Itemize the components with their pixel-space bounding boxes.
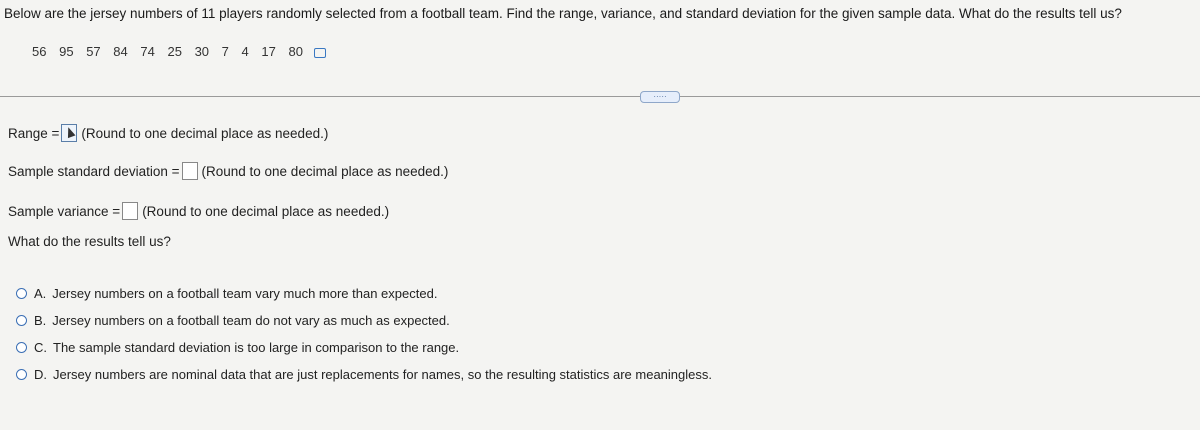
data-value: 30 xyxy=(194,44,210,59)
std-row xyxy=(8,162,448,180)
results-question: What do the results tell us? xyxy=(8,234,171,249)
range-input[interactable] xyxy=(61,124,77,142)
radio-icon[interactable] xyxy=(16,288,27,299)
data-value: 7 xyxy=(221,44,229,59)
option-c[interactable] xyxy=(16,334,712,361)
data-value: 95 xyxy=(59,44,74,59)
option-letter: A. xyxy=(34,286,47,301)
std-input[interactable] xyxy=(182,162,198,180)
data-value: 74 xyxy=(140,44,155,59)
answer-options xyxy=(16,280,712,388)
expand-more-button[interactable]: ····· xyxy=(640,91,680,103)
data-value: 4 xyxy=(241,44,249,59)
section-divider xyxy=(0,96,1200,97)
option-d[interactable] xyxy=(16,361,712,388)
std-hint: (Round to one decimal place as needed.) xyxy=(201,163,449,179)
variance-row xyxy=(8,202,389,220)
data-values xyxy=(32,44,312,59)
range-label: Range = xyxy=(8,125,60,141)
option-b[interactable] xyxy=(16,307,712,334)
option-text: Jersey numbers are nominal data that are just replacements for names, so the resulting statistics are meaningless. xyxy=(53,367,712,382)
option-a[interactable] xyxy=(16,280,712,307)
data-value: 56 xyxy=(32,44,47,59)
data-value: 84 xyxy=(113,44,128,59)
option-letter: C. xyxy=(34,340,47,355)
option-text: Jersey numbers on a football team do not vary as much as expected. xyxy=(52,313,450,328)
option-letter: D. xyxy=(34,367,47,382)
std-label: Sample standard deviation = xyxy=(8,163,180,179)
data-value: 25 xyxy=(167,44,182,59)
variance-hint: (Round to one decimal place as needed.) xyxy=(142,203,390,219)
option-text: The sample standard deviation is too large in comparison to the range. xyxy=(53,340,460,355)
range-hint: (Round to one decimal place as needed.) xyxy=(81,125,329,141)
variance-label: Sample variance = xyxy=(8,203,121,219)
option-text: Jersey numbers on a football team vary much more than expected. xyxy=(52,286,438,301)
radio-icon[interactable] xyxy=(16,369,27,380)
option-letter: B. xyxy=(34,313,47,328)
question-text: Below are the jersey numbers of 11 players randomly selected from a football team. Find the range, variance, and standard deviation for the given sample data. What do the results tell us? xyxy=(4,6,1122,21)
data-value: 57 xyxy=(86,44,101,59)
range-row xyxy=(8,124,328,142)
radio-icon[interactable] xyxy=(16,315,27,326)
radio-icon[interactable] xyxy=(16,342,27,353)
copy-data-icon[interactable] xyxy=(314,48,326,58)
variance-input[interactable] xyxy=(122,202,138,220)
data-values-row xyxy=(32,44,326,59)
data-value: 17 xyxy=(261,44,276,59)
data-value: 80 xyxy=(288,44,303,59)
